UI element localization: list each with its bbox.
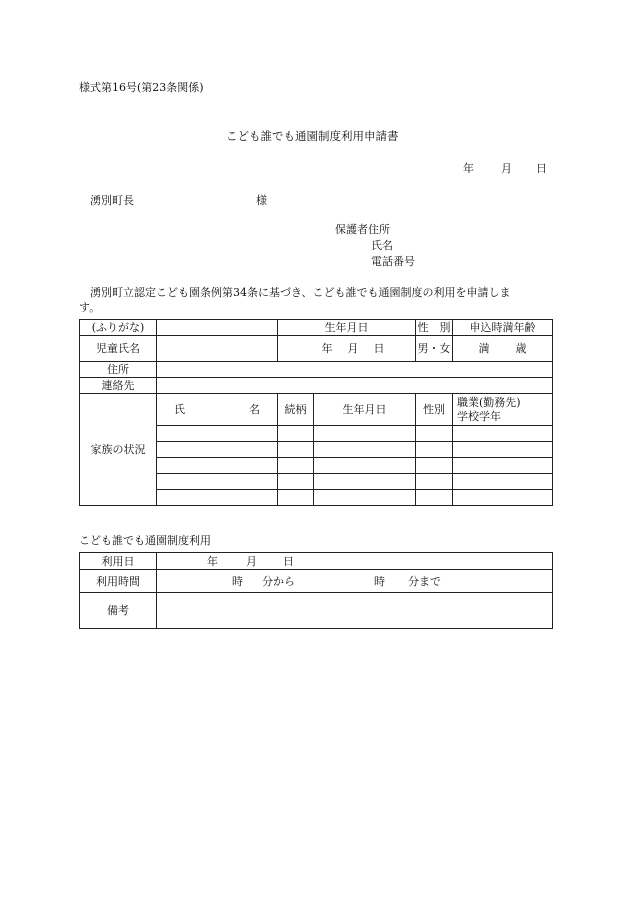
family-relation-cell[interactable] [278,442,314,458]
family-occupation-cell[interactable] [453,442,553,458]
date-day: 日 [536,162,547,175]
remarks-label: 備考 [80,593,157,629]
usage-table [79,552,553,629]
age-header: 申込時満年齢 [453,320,553,336]
family-relation-cell[interactable] [278,458,314,474]
family-status-label: 家族の状況 [80,394,157,506]
usage-date-month: 月 [246,554,257,568]
child-name-label: 児童氏名 [80,336,157,362]
usage-time-field[interactable] [157,570,553,593]
family-sex-cell[interactable] [416,458,453,474]
birthdate-header: 生年月日 [278,320,416,336]
usage-to-minute: 分まで [408,574,441,588]
family-relation-cell[interactable] [278,474,314,490]
family-name-cell[interactable] [157,490,278,506]
usage-time-label: 利用時間 [80,570,157,593]
age-suffix: 歳 [515,342,527,355]
family-relation-header: 続柄 [278,394,314,426]
furigana-label: (ふりがな) [80,320,157,336]
family-birthdate-cell[interactable] [314,442,416,458]
usage-date-year: 年 [207,554,218,568]
family-sex-header: 性別 [416,394,453,426]
usage-from-hour: 時 [232,574,243,588]
family-occupation-header-line1: 職業(勤務先) [457,395,521,409]
family-name-cell[interactable] [157,458,278,474]
address-label: 住所 [80,362,157,378]
guardian-address-label: 保護者住所 [335,223,390,236]
child-birth-month: 月 [347,342,359,355]
family-name-header-left: 氏 [174,403,185,416]
furigana-field[interactable] [157,320,278,336]
contact-label: 連絡先 [80,378,157,394]
addressee-name: 湧別町長 [90,194,134,207]
child-age-field[interactable] [453,336,553,362]
family-name-cell[interactable] [157,474,278,490]
addressee-honorific: 様 [256,194,267,207]
usage-date-label: 利用日 [80,553,157,570]
family-name-header-right: 名 [249,403,260,416]
child-sex-field[interactable]: 男・女 [416,336,453,362]
family-sex-cell[interactable] [416,426,453,442]
contact-field[interactable] [157,378,553,394]
statement-line-1: 湧別町立認定こども園条例第34条に基づき、こども誰でも通園制度の利用を申請しま [90,286,511,299]
family-occupation-cell[interactable] [453,458,553,474]
remarks-field[interactable] [157,593,553,629]
child-info-table [79,319,553,506]
date-month: 月 [501,162,512,175]
family-birthdate-cell[interactable] [314,474,416,490]
age-prefix: 満 [478,342,490,355]
family-birthdate-cell[interactable] [314,426,416,442]
family-sex-cell[interactable] [416,490,453,506]
family-occupation-header-line2: 学校学年 [457,409,501,423]
usage-section-heading: こども誰でも通園制度利用 [79,534,211,547]
guardian-name-label: 氏名 [371,239,393,252]
family-name-cell[interactable] [157,426,278,442]
family-name-header [157,394,278,426]
family-birthdate-cell[interactable] [314,458,416,474]
family-sex-cell[interactable] [416,442,453,458]
family-relation-cell[interactable] [278,490,314,506]
family-birthdate-cell[interactable] [314,490,416,506]
usage-to-hour: 時 [374,574,385,588]
address-field[interactable] [157,362,553,378]
guardian-phone-label: 電話番号 [371,255,415,268]
usage-from-minute: 分から [262,574,295,588]
family-occupation-cell[interactable] [453,474,553,490]
form-number: 様式第16号(第23条関係) [79,81,204,94]
child-name-field[interactable] [157,336,278,362]
sex-header: 性 別 [417,321,451,334]
family-occupation-cell[interactable] [453,426,553,442]
statement-line-2: す。 [79,301,101,314]
family-name-cell[interactable] [157,442,278,458]
child-birth-day: 日 [373,342,385,355]
family-occupation-header [453,394,553,426]
date-year: 年 [463,162,474,175]
usage-date-field[interactable] [157,553,553,570]
family-occupation-cell[interactable] [453,490,553,506]
child-birthdate-field[interactable] [278,336,416,362]
page-title: こども誰でも通園制度利用申請書 [226,129,399,143]
family-sex-cell[interactable] [416,474,453,490]
family-birthdate-header: 生年月日 [314,394,416,426]
usage-date-day: 日 [283,554,294,568]
family-relation-cell[interactable] [278,426,314,442]
child-birth-year: 年 [321,342,333,355]
